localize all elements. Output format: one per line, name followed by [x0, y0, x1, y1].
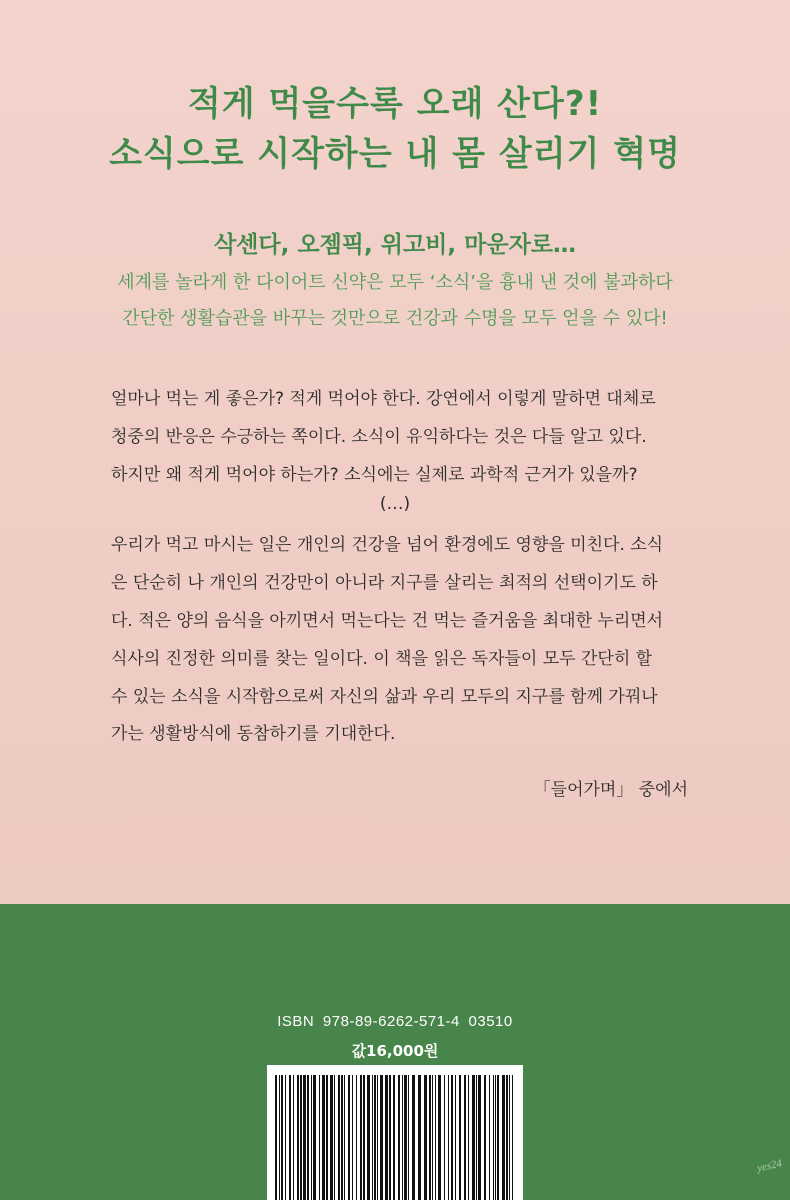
barcode-bar	[424, 1075, 427, 1200]
barcode-bar	[279, 1075, 280, 1200]
barcode-bar	[348, 1075, 350, 1200]
subhead-line-3: 간단한 생활습관을 바꾸는 것만으로 건강과 수명을 모두 얻을 수 있다!	[122, 308, 668, 329]
barcode-bar	[313, 1075, 316, 1200]
barcode-bar	[285, 1075, 286, 1200]
barcode-bar	[497, 1075, 499, 1200]
subhead-line-2: 세계를 놀라게 한 다이어트 신약은 모두 ‘소식’을 흉내 낸 것에 불과하다	[117, 272, 673, 293]
barcode-bar	[281, 1075, 283, 1200]
barcode	[267, 1065, 523, 1200]
barcode-bar	[412, 1075, 415, 1200]
barcode-bar	[303, 1075, 306, 1200]
barcode-bar	[468, 1075, 469, 1200]
barcode-bar	[389, 1075, 391, 1200]
barcode-bar	[356, 1075, 357, 1200]
barcode-bar	[398, 1075, 400, 1200]
barcode-bar	[307, 1075, 309, 1200]
barcode-bar	[438, 1075, 441, 1200]
barcode-bar	[459, 1075, 461, 1200]
barcode-bar	[429, 1075, 431, 1200]
body-line: 우리가 먹고 마시는 일은 개인의 건강을 넘어 환경에도 영향을 미친다. 소식	[111, 535, 664, 555]
barcode-bar	[393, 1075, 395, 1200]
ellipsis: (…)	[379, 494, 411, 514]
barcode-bar	[360, 1075, 362, 1200]
barcode-bar	[300, 1075, 302, 1200]
barcode-bar	[476, 1075, 477, 1200]
body-line: 청중의 반응은 수긍하는 쪽이다. 소식이 유익하다는 것은 다들 알고 있다.	[111, 427, 647, 447]
barcode-bar	[330, 1075, 333, 1200]
price-text: 값16,000원	[351, 1042, 439, 1060]
barcode-bar	[502, 1075, 505, 1200]
barcode-bar	[344, 1075, 345, 1200]
body-line: 수 있는 소식을 시작함으로써 자신의 삶과 우리 모두의 지구를 함께 가꿔나	[111, 687, 658, 707]
barcode-bar	[352, 1075, 353, 1200]
barcode-bar	[478, 1075, 481, 1200]
barcode-bar	[402, 1075, 403, 1200]
body-line: 식사의 진정한 의미를 찾는 일이다. 이 책을 읽은 독자들이 모두 간단히 할	[111, 649, 653, 669]
barcode-bar	[338, 1075, 340, 1200]
body-line: 다. 적은 양의 음식을 아끼면서 먹는다는 건 먹는 즐거움을 최대한 누리면서	[111, 611, 664, 631]
barcode-bar	[472, 1075, 475, 1200]
barcode-bar	[297, 1075, 299, 1200]
body-line: 얼마나 먹는 게 좋은가? 적게 먹어야 한다. 강연에서 이렇게 말하면 대체로	[111, 389, 656, 409]
headline-line-1: 적게 먹을수록 오래 산다?!	[187, 84, 603, 124]
headline-line-2: 소식으로 시작하는 내 몸 살리기 혁명	[109, 134, 681, 174]
barcode-bar	[435, 1075, 436, 1200]
barcode-bar	[448, 1075, 449, 1200]
isbn-text: ISBN 978-89-6262-571-4 03510	[277, 1013, 513, 1030]
barcode-bar	[380, 1075, 383, 1200]
barcode-bar	[334, 1075, 335, 1200]
body-line: 하지만 왜 적게 먹어야 하는가? 소식에는 실제로 과학적 근거가 있을까?	[111, 465, 638, 485]
barcode-bar	[293, 1075, 294, 1200]
barcode-bar	[408, 1075, 409, 1200]
barcode-bar	[363, 1075, 365, 1200]
barcode-bar	[418, 1075, 421, 1200]
barcode-bar	[367, 1075, 370, 1200]
barcode-bar	[385, 1075, 388, 1200]
body-line: 은 단순히 나 개인의 건강만이 아니라 지구를 살리는 최적의 선택이기도 하	[111, 573, 658, 593]
barcode-bar	[374, 1075, 376, 1200]
barcode-bar	[275, 1075, 277, 1200]
subhead-line-1: 삭센다, 오젬픽, 위고비, 마운자로…	[213, 232, 577, 258]
barcode-bars	[267, 1065, 523, 1200]
barcode-bar	[444, 1075, 445, 1200]
barcode-bar	[326, 1075, 328, 1200]
barcode-bar	[377, 1075, 378, 1200]
barcode-bar	[319, 1075, 320, 1200]
barcode-bar	[512, 1075, 513, 1200]
barcode-bar	[484, 1075, 486, 1200]
barcode-bar	[506, 1075, 508, 1200]
barcode-bar	[455, 1075, 456, 1200]
barcode-bar	[404, 1075, 407, 1200]
watermark: yes24	[755, 1157, 783, 1175]
barcode-bar	[493, 1075, 494, 1200]
barcode-bar	[322, 1075, 325, 1200]
barcode-bar	[489, 1075, 490, 1200]
barcode-bar	[464, 1075, 466, 1200]
barcode-bar	[341, 1075, 343, 1200]
barcode-bar	[289, 1075, 291, 1200]
barcode-bar	[495, 1075, 496, 1200]
barcode-bar	[372, 1075, 373, 1200]
barcode-bar	[451, 1075, 453, 1200]
barcode-bar	[509, 1075, 510, 1200]
barcode-bar	[432, 1075, 433, 1200]
barcode-bar	[311, 1075, 312, 1200]
quote-source: 「들어가며」 중에서	[533, 780, 688, 800]
body-line: 가는 생활방식에 동참하기를 기대한다.	[111, 724, 396, 744]
